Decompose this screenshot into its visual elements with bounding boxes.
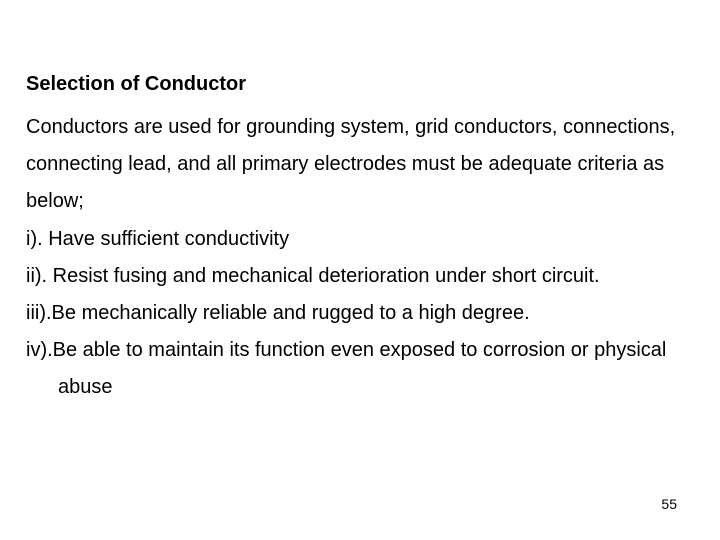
intro-paragraph: Conductors are used for grounding system, grid conductors, connections, connecting lead, and all primary electrodes must be adequate criteria as below; <box>26 116 676 213</box>
criteria-item-2: ii). Resist fusing and mechanical deterioration under short circuit. <box>26 264 600 287</box>
slide-content <box>26 72 706 407</box>
criteria-list <box>26 221 706 407</box>
page-number: 55 <box>661 496 677 512</box>
criteria-item-1: i). Have sufficient conductivity <box>26 227 290 250</box>
slide-title: Selection of Conductor <box>26 73 246 95</box>
criteria-item-4: iv).Be able to maintain its function even exposed to corrosion or physical abuse <box>26 339 667 399</box>
criteria-item-3: iii).Be mechanically reliable and rugged to a high degree. <box>26 302 530 325</box>
